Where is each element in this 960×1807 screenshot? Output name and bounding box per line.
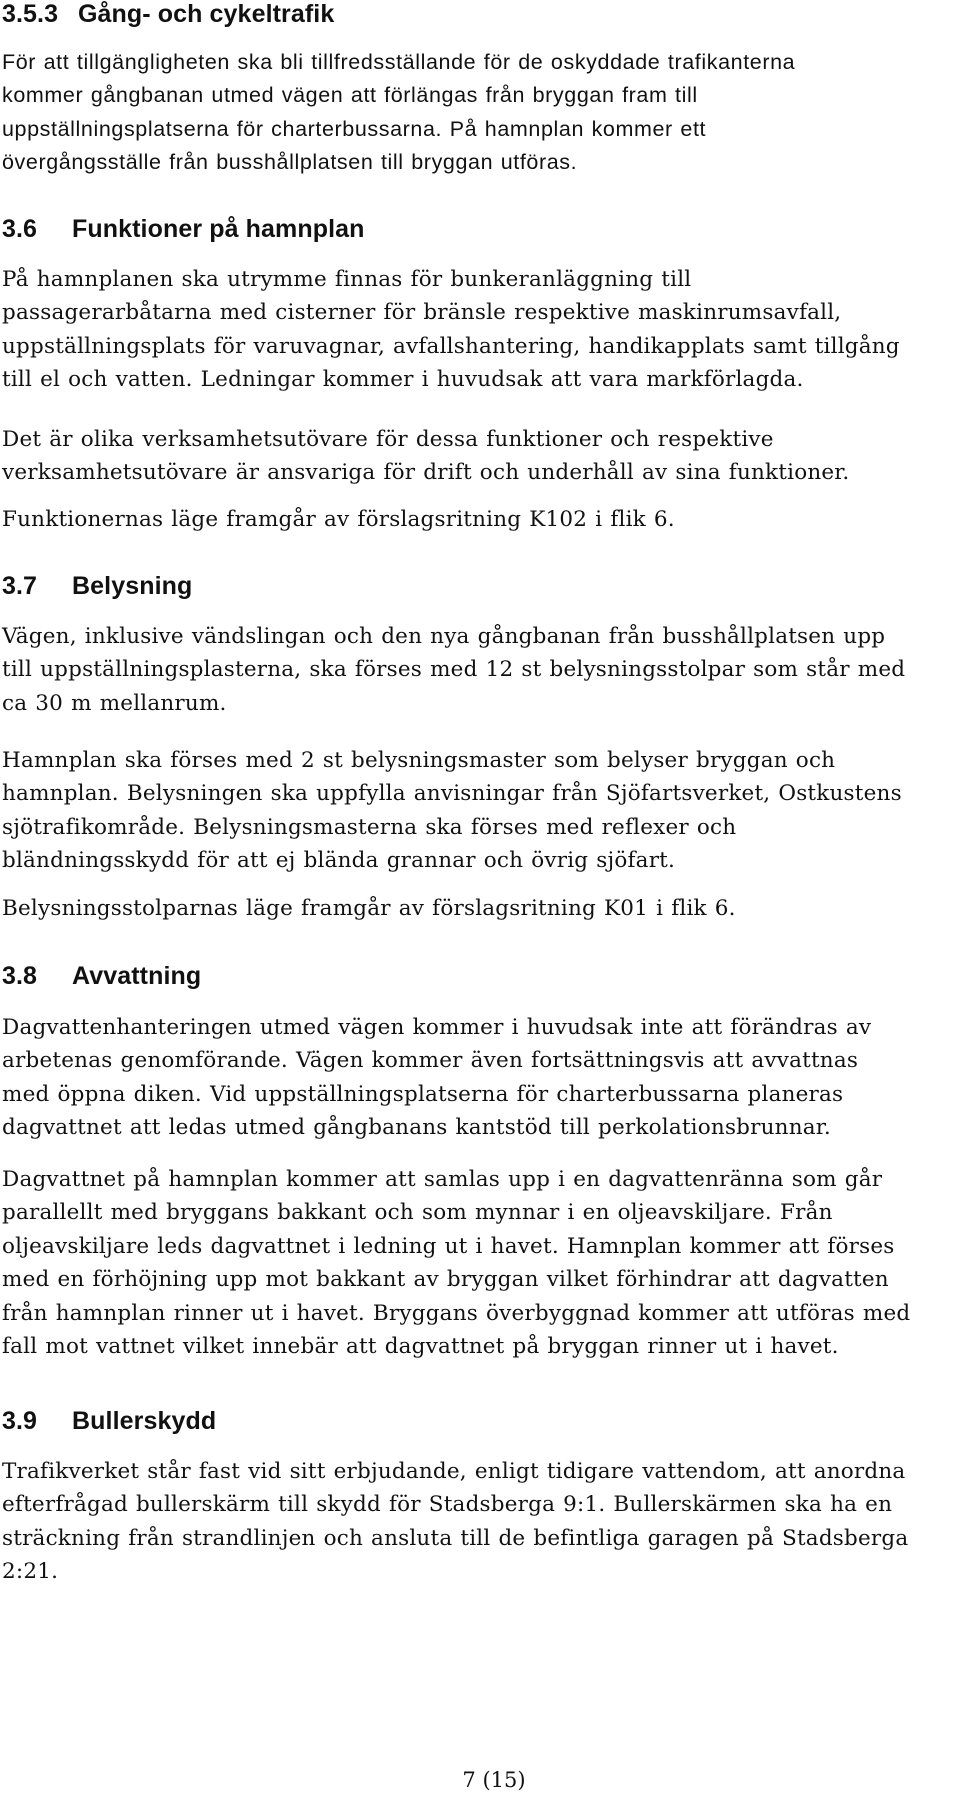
text-line: ca 30 m mellanrum. [2,690,227,716]
text-line: arbetenas genomförande. Vägen kommer även fortsättningsvis att avvattnas [2,1048,859,1074]
paragraph-bullerskydd-1 [2,1455,957,1589]
text-line: övergångsställe från busshållplatsen till bryggan utföras. [2,150,578,175]
text-line: För att tillgängligheten ska bli tillfredsställande för de oskyddade trafikanterna [2,50,796,74]
text-line: Funktionernas läge framgår av förslagsritning K102 i flik 6. [2,507,675,532]
paragraph-funktioner-3 [2,503,957,536]
section-number: 3.5.3 [2,0,59,28]
text-line: Hamnplan ska förses med 2 st belysningsmaster som belyser bryggan och [2,748,836,773]
text-line: uppställningsplats för varuvagnar, avfallshantering, handikapplats samt tillgång [2,333,900,359]
section-heading-3-7 [2,572,192,601]
text-line: till el och vatten. Ledningar kommer i huvudsak att vara markförlagda. [2,367,804,393]
text-line: Belysningsstolparnas läge framgår av förslagsritning K01 i flik 6. [2,896,736,921]
text-line: från hamnplan rinner ut i havet. Bryggans överbyggnad kommer att utföras med [2,1300,911,1326]
paragraph-belysning-3 [2,892,957,925]
text-line: sträckning från strandlinjen och ansluta till de befintliga garagen på Stadsberga [2,1525,909,1551]
paragraph-avvattning-2 [2,1163,957,1363]
section-title: Bullerskydd [72,1407,217,1435]
section-heading-3-9 [2,1407,216,1436]
text-line: fall mot vattnet vilket innebär att dagvattnet på bryggan rinner ut i havet. [2,1334,839,1360]
text-line: bländningsskydd för att ej blända grannar och övrig sjöfart. [2,848,676,874]
text-line: parallellt med bryggans bakkant och som mynnar i en oljeavskiljare. Från [2,1200,833,1226]
section-number: 3.8 [2,962,38,990]
section-number: 3.7 [2,572,38,600]
text-line: kommer gångbanan utmed vägen att förlängas från bryggan fram till [2,83,698,108]
text-line: 2:21. [2,1559,59,1585]
section-title: Belysning [72,572,193,600]
paragraph-belysning-1 [2,620,957,720]
section-heading-3-5-3 [2,0,334,29]
paragraph-funktioner-1 [2,263,957,397]
text-line: efterfrågad bullerskärm till skydd för Stadsberga 9:1. Bullerskärmen ska ha en [2,1492,893,1518]
text-line: passagerarbåtarna med cisterner för bränsle respektive maskinrumsavfall, [2,300,842,326]
text-line: med öppna diken. Vid uppställningsplatserna för charterbussarna planeras [2,1081,844,1107]
text-line: Dagvattenhanteringen utmed vägen kommer i huvudsak inte att förändras av [2,1015,872,1040]
section-heading-3-6 [2,215,365,244]
text-line: verksamhetsutövare är ansvariga för drift och underhåll av sina funktioner. [2,460,850,486]
page-number: 7 (15) [462,1768,526,1792]
text-line: Trafikverket står fast vid sitt erbjudande, enligt tidigare vattendom, att anordna [2,1459,906,1484]
section-title: Avvattning [72,962,202,990]
section-number: 3.9 [2,1407,38,1435]
paragraph-belysning-2 [2,744,957,878]
paragraph-funktioner-2 [2,423,957,490]
text-line: oljeavskiljare leds dagvattnet i ledning ut i havet. Hamnplan kommer att förses [2,1233,895,1259]
text-line: Vägen, inklusive vändslingan och den nya gångbanan från busshållplatsen upp [2,624,886,649]
text-line: till uppställningsplasterna, ska förses med 12 st belysningsstolpar som står med [2,657,906,683]
section-number: 3.6 [2,215,38,243]
text-line: dagvattnet att ledas utmed gångbanans kantstöd till perkolationsbrunnar. [2,1115,831,1141]
text-line: sjötrafikområde. Belysningsmasterna ska förses med reflexer och [2,814,737,840]
text-line: Dagvattnet på hamnplan kommer att samlas upp i en dagvattenränna som går [2,1167,883,1192]
text-line: uppställningsplatserna för charterbussarna. På hamnplan kommer ett [2,116,707,141]
section-title: Gång- och cykeltrafik [78,0,335,28]
text-line: med en förhöjning upp mot bakkant av bryggan vilket förhindrar att dagvatten [2,1267,889,1293]
text-line: Det är olika verksamhetsutövare för dessa funktioner och respektive [2,427,774,452]
section-title: Funktioner på hamnplan [72,215,365,243]
paragraph-gang-cykeltrafik [2,46,957,180]
paragraph-avvattning-1 [2,1011,957,1145]
section-heading-3-8 [2,962,201,991]
text-line: hamnplan. Belysningen ska uppfylla anvisningar från Sjöfartsverket, Ostkustens [2,781,902,807]
text-line: På hamnplanen ska utrymme finnas för bunkeranläggning till [2,267,692,292]
